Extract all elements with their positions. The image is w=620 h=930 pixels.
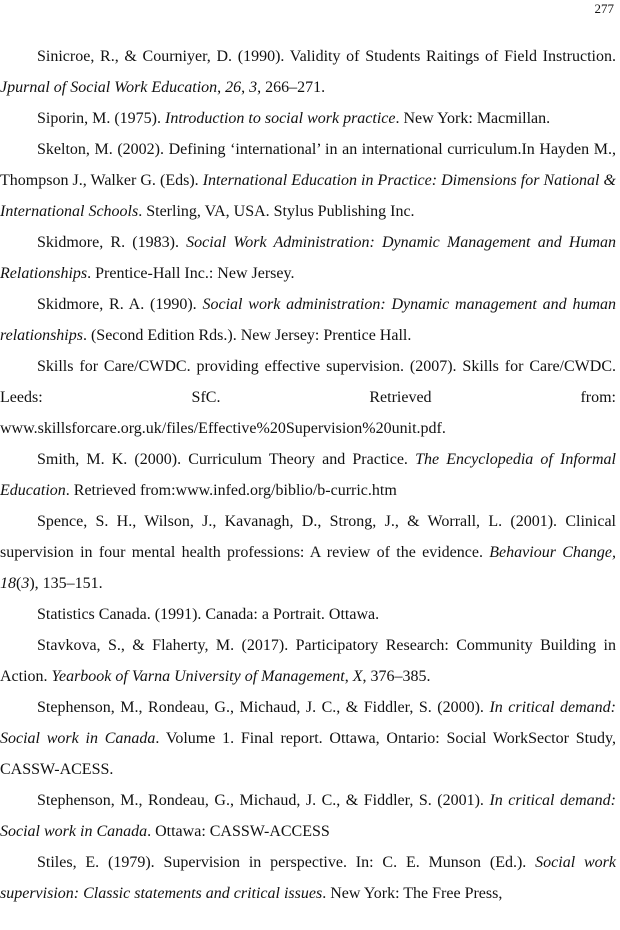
- reference-text: Stephenson, M., Rondeau, G., Michaud, J. C., & Fiddler, S. (2001).: [37, 792, 490, 809]
- reference-entry: [0, 599, 616, 630]
- reference-text: . Volume 1. Final report. Ottawa, Ontario: Social WorkSector Study, CASSW-ACESS.: [0, 730, 617, 778]
- reference-text: . Retrieved from:www.infed.org/biblio/b-curric.htm: [65, 482, 397, 499]
- reference-text: Skelton, M. (2002). Defining ‘international’ in an international curriculum.In Hayden M., Thompson J., Walker G. (Eds).: [0, 141, 616, 189]
- reference-text: Stiles, E. (1979). Supervision in perspective. In: C. E. Munson (Ed.).: [37, 854, 536, 871]
- reference-italic-text: Social work administration: Dynamic management and human relationships: [0, 296, 617, 344]
- reference-italic-text: The Encyclopedia of Informal Education: [0, 451, 617, 499]
- reference-italic-text: Social Work Administration: Dynamic Management and Human Relationships: [0, 234, 616, 282]
- reference-entry: [0, 351, 616, 444]
- reference-text: , 266–271.: [257, 79, 326, 96]
- reference-italic-text: International Education in Practice: Dimensions for National & International Schools: [0, 172, 616, 220]
- reference-entry: [0, 227, 616, 289]
- reference-italic-text: X: [352, 668, 363, 685]
- reference-text: ,: [217, 79, 226, 96]
- reference-text: Spence, S. H., Wilson, J., Kavanagh, D., Strong, J., & Worrall, L. (2001). Clinical supervision in four mental health professions: A review of the evidence.: [0, 513, 616, 561]
- reference-italic-text: Yearbook of Varna University of Management: [51, 668, 345, 685]
- page-number: 277: [594, 1, 614, 16]
- reference-text: ), 135–151.: [29, 575, 103, 592]
- reference-entry: [0, 785, 616, 847]
- reference-text: ,: [241, 79, 250, 96]
- reference-text: www.skillsforcare.org.uk/files/Effective%20Supervision%20unit.pdf.: [0, 420, 446, 437]
- reference-italic-text: 3: [21, 575, 30, 592]
- reference-text: Stephenson, M., Rondeau, G., Michaud, J. C., & Fiddler, S. (2000).: [37, 699, 490, 716]
- reference-entry: [0, 692, 616, 785]
- reference-italic-text: Social work supervision: Classic statements and critical issues: [0, 854, 616, 902]
- reference-text: Stavkova, S., & Flaherty, M. (2017). Participatory Research: Community Building in Action.: [0, 637, 616, 685]
- reference-entry: [0, 506, 616, 599]
- reference-entry: [0, 41, 616, 103]
- reference-text: . Ottawa: CASSW-ACCESS: [147, 823, 330, 840]
- reference-text: . New York: The Free Press,: [322, 885, 503, 902]
- reference-text: Skills for Care/CWDC. providing effective supervision. (2007). Skills for Care/CWDC. Leeds: SfC. Retrieved from:: [0, 358, 616, 406]
- reference-text: Skidmore, R. A. (1990).: [37, 296, 203, 313]
- reference-entry: [0, 847, 616, 909]
- reference-text: , 376–385.: [362, 668, 431, 685]
- reference-text: Siporin, M. (1975).: [37, 110, 165, 127]
- reference-text: . (Second Edition Rds.). New Jersey: Prentice Hall.: [82, 327, 412, 344]
- reference-italic-text: Jpurnal of Social Work Education: [0, 79, 218, 96]
- reference-list: [0, 41, 616, 909]
- reference-italic-text: 3: [249, 79, 258, 96]
- reference-entry: [0, 630, 616, 692]
- reference-italic-text: 26: [225, 79, 242, 96]
- reference-entry: [0, 134, 616, 227]
- reference-text: . Prentice-Hall Inc.: New Jersey.: [87, 265, 295, 282]
- reference-text: Smith, M. K. (2000). Curriculum Theory and Practice.: [37, 451, 416, 468]
- reference-text: ,: [344, 668, 353, 685]
- reference-italic-text: In critical demand: Social work in Canada: [0, 699, 617, 747]
- reference-entry: [0, 289, 616, 351]
- reference-entry: [0, 103, 616, 134]
- reference-italic-text: Introduction to social work practice: [165, 110, 396, 127]
- reference-text: . Sterling, VA, USA. Stylus Publishing Inc.: [138, 203, 415, 220]
- reference-text: Sinicroe, R., & Courniyer, D. (1990). Validity of Students Raitings of Field Instruction.: [37, 48, 616, 65]
- reference-entry: [0, 444, 616, 506]
- reference-text: . New York: Macmillan.: [395, 110, 551, 127]
- reference-italic-text: Behaviour Change, 18: [0, 544, 616, 592]
- reference-text: Skidmore, R. (1983).: [37, 234, 187, 251]
- reference-text: (: [16, 575, 22, 592]
- reference-italic-text: In critical demand: Social work in Canada: [0, 792, 617, 840]
- reference-text: Statistics Canada. (1991). Canada: a Portrait. Ottawa.: [37, 606, 380, 623]
